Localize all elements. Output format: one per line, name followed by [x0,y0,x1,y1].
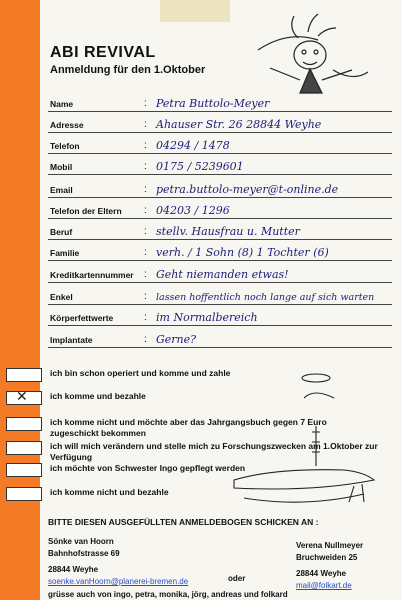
beruf-label: Beruf [50,227,73,237]
contact-left [48,536,188,588]
underline [48,325,392,326]
handdrawn-sketch-doodle [224,368,400,518]
checkbox[interactable] [6,463,42,477]
mobil-value[interactable]: 0175 / 5239601 [156,160,244,173]
form-title: ABI REVIVAL [50,44,156,61]
implantate-value[interactable]: Gerne? [156,333,197,346]
contact-left-name: Sönke van Hoorn [48,537,114,546]
contact-right-name: Verena Nullmeyer [296,541,364,550]
form-subtitle: Anmeldung für den 1.Oktober [50,64,206,76]
underline [48,218,392,219]
enkel-value[interactable]: lassen hoffentlich noch lange auf sich warten [156,292,375,303]
oder-label: oder [228,574,246,583]
contact-right-email-link[interactable]: mail@folkart.de [296,581,352,590]
checkbox[interactable] [6,487,42,501]
handdrawn-figure-doodle [238,10,388,105]
adhesive-tape [160,0,230,22]
field-row-implantate: Implantate : Gerne? [48,328,392,348]
checkbox[interactable] [6,368,42,382]
enkel-label: Enkel [50,292,73,302]
beruf-value[interactable]: stellv. Hausfrau u. Mutter [156,225,300,238]
name-value[interactable]: Petra Buttolo-Meyer [156,97,270,110]
contact-left-city: 28844 Weyhe [48,565,99,574]
underline [48,260,392,261]
adresse-label: Adresse [50,120,84,130]
underline [48,304,392,305]
email-label: Email [50,185,73,195]
option-label: ich komme und bezahle [50,391,146,401]
telefon-eltern-value[interactable]: 04203 / 1296 [156,204,230,217]
field-row-koerperfett: Körperfettwerte : im Normalbereich [48,306,392,326]
field-row-beruf: Beruf : stellv. Hausfrau u. Mutter [48,220,392,240]
underline [48,174,392,175]
familie-value[interactable]: verh. / 1 Sohn (8) 1 Tochter (6) [156,246,329,259]
greeting-text: grüsse auch von ingo, petra, monika, jörg, andreas und folkard [48,590,288,599]
telefon-eltern-label: Telefon der Eltern [50,206,122,216]
underline [48,153,392,154]
underline [48,132,392,133]
field-row-enkel: Enkel : lassen hoffentlich noch lange auf sich warten [48,285,392,305]
underline [48,197,392,198]
field-row-kreditkarte: Kreditkartennummer : Geht niemanden etwas! [48,263,392,283]
option-label: ich komme nicht und möchte aber das Jahrgangsbuch gegen 7 Euro zugeschickt bekommen [50,417,327,438]
familie-label: Familie [50,248,80,258]
contact-right [296,540,363,592]
field-row-telefon: Telefon : 04294 / 1478 [48,134,392,154]
orange-side-stripe [0,0,40,600]
checkbox[interactable] [6,417,42,431]
koerperfett-label: Körperfettwerte [50,313,114,323]
telefon-value[interactable]: 04294 / 1478 [156,139,230,152]
field-row-email: Email : petra.buttolo-meyer@t-online.de [48,178,392,198]
mobil-label: Mobil [50,162,73,172]
underline [48,111,392,112]
field-row-telefon-eltern: Telefon der Eltern : 04203 / 1296 [48,199,392,219]
option-label: ich bin schon operiert und komme und zahle [50,368,231,378]
contact-right-street: Bruchweiden 25 [296,553,358,562]
footer-instruction: BITTE DIESEN AUSGEFÜLLTEN ANMELDEBOGEN SCHICKEN AN : [48,517,319,527]
kreditkarte-value[interactable]: Geht niemanden etwas! [156,268,289,281]
underline [48,239,392,240]
kreditkarte-label: Kreditkartennummer [50,270,134,280]
telefon-label: Telefon [50,141,80,151]
check-x-icon: ✕ [16,388,28,404]
field-row-adresse: Adresse : Ahauser Str. 26 28844 Weyhe [48,113,392,133]
field-row-familie: Familie : verh. / 1 Sohn (8) 1 Tochter (6) [48,241,392,261]
name-label: Name [50,99,74,109]
adresse-value[interactable]: Ahauser Str. 26 28844 Weyhe [156,118,322,131]
option-label: ich komme nicht und bezahle [50,487,169,497]
field-row-name: Name : Petra Buttolo-Meyer [48,92,392,112]
email-value[interactable]: petra.buttolo-meyer@t-online.de [156,183,339,196]
implantate-label: Implantate [50,335,93,345]
field-row-mobil: Mobil : 0175 / 5239601 [48,155,392,175]
contact-right-city: 28844 Weyhe [296,569,347,578]
underline [48,347,392,348]
contact-left-street: Bahnhofstrasse 69 [48,549,120,558]
checkbox[interactable] [6,441,42,455]
koerperfett-value[interactable]: im Normalbereich [156,311,258,324]
underline [48,282,392,283]
option-label: ich will mich verändern und stelle mich zu Forschungszwecken am 1.Oktober zur Verfügung [50,441,378,462]
contact-left-email-link[interactable]: soenke.vanHoorn@planerei-bremen.de [48,577,189,586]
option-label: ich möchte von Schwester Ingo gepflegt werden [50,463,246,473]
